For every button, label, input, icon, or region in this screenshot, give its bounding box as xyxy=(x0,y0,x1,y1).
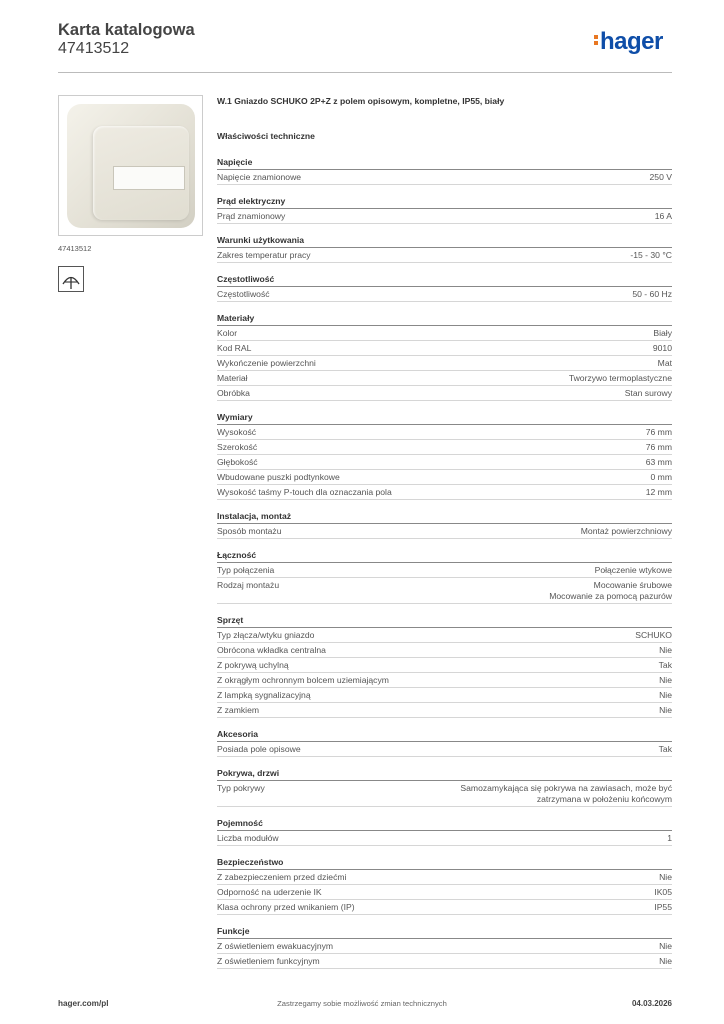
section-heading: Napięcie xyxy=(217,156,672,170)
property-label: Z pokrywą uchylną xyxy=(217,660,289,670)
property-value: Nie xyxy=(659,941,672,951)
property-label: Obróbka xyxy=(217,388,250,398)
logo-dots-icon xyxy=(594,33,599,47)
property-value: Nie xyxy=(659,645,672,655)
property-label: Materiał xyxy=(217,373,248,383)
property-label: Częstotliwość xyxy=(217,289,270,299)
property-value: Tak xyxy=(658,660,672,670)
section-heading: Wymiary xyxy=(217,411,672,425)
property-section xyxy=(217,411,672,500)
property-value: -15 - 30 °C xyxy=(630,250,672,260)
property-label: Z okrągłym ochronnym bolcem uziemiającym xyxy=(217,675,389,685)
properties-table xyxy=(217,156,672,979)
property-value: Tworzywo termoplastyczne xyxy=(568,373,672,383)
property-value: 0 mm xyxy=(650,472,672,482)
property-label: Z zabezpieczeniem przed dziećmi xyxy=(217,872,347,882)
property-section xyxy=(217,549,672,604)
property-value: 76 mm xyxy=(645,442,672,452)
page-title: Karta katalogowa xyxy=(58,21,195,39)
section-heading: Pojemność xyxy=(217,817,672,831)
property-row xyxy=(217,688,672,703)
property-row xyxy=(217,524,672,539)
technical-properties-heading: Właściwości techniczne xyxy=(217,131,315,141)
property-row xyxy=(217,742,672,757)
property-section xyxy=(217,510,672,539)
property-value: 63 mm xyxy=(645,457,672,467)
footer-date: 04.03.2026 xyxy=(631,999,672,1008)
property-value: Nie xyxy=(659,690,672,700)
hager-logo xyxy=(594,28,663,56)
socket-cover xyxy=(93,126,189,220)
property-value: SCHUKO xyxy=(635,630,672,640)
property-label: Głębokość xyxy=(217,457,258,467)
section-heading: Funkcje xyxy=(217,925,672,939)
property-value: Nie xyxy=(659,872,672,882)
property-row xyxy=(217,703,672,718)
property-row xyxy=(217,578,672,604)
property-row xyxy=(217,470,672,485)
section-heading: Warunki użytkowania xyxy=(217,234,672,248)
product-image xyxy=(58,95,203,236)
logo-text: hager xyxy=(600,28,663,55)
property-section xyxy=(217,195,672,224)
property-value: 16 A xyxy=(654,211,672,221)
property-row xyxy=(217,658,672,673)
property-row xyxy=(217,954,672,969)
property-section xyxy=(217,728,672,757)
section-heading: Bezpieczeństwo xyxy=(217,856,672,870)
property-label: Wbudowane puszki podtynkowe xyxy=(217,472,340,482)
property-row xyxy=(217,356,672,371)
property-value: Nie xyxy=(659,675,672,685)
property-label: Z zamkiem xyxy=(217,705,260,715)
property-value: Stan surowy xyxy=(624,388,672,398)
property-label: Liczba modułów xyxy=(217,833,279,843)
property-label: Odporność na uderzenie IK xyxy=(217,887,322,897)
property-value: 9010 xyxy=(652,343,672,353)
property-row xyxy=(217,386,672,401)
property-row xyxy=(217,628,672,643)
property-label: Klasa ochrony przed wnikaniem (IP) xyxy=(217,902,355,912)
property-row xyxy=(217,870,672,885)
property-row xyxy=(217,287,672,302)
section-heading: Sprzęt xyxy=(217,614,672,628)
property-label: Z oświetleniem ewakuacyjnym xyxy=(217,941,334,951)
section-heading: Akcesoria xyxy=(217,728,672,742)
property-row xyxy=(217,900,672,915)
property-section xyxy=(217,767,672,807)
property-row xyxy=(217,326,672,341)
property-row xyxy=(217,170,672,185)
property-section xyxy=(217,312,672,401)
property-row xyxy=(217,939,672,954)
property-value: Montaż powierzchniowy xyxy=(580,526,672,536)
property-section xyxy=(217,273,672,302)
property-label: Kolor xyxy=(217,328,238,338)
property-row xyxy=(217,831,672,846)
catalog-number: 47413512 xyxy=(58,40,130,57)
property-label: Kod RAL xyxy=(217,343,252,353)
property-label: Rodzaj montażu xyxy=(217,580,280,590)
property-label: Sposób montażu xyxy=(217,526,282,536)
property-value: 250 V xyxy=(649,172,672,182)
property-row xyxy=(217,455,672,470)
property-row xyxy=(217,563,672,578)
property-label: Wysokość taśmy P-touch dla oznaczania pola xyxy=(217,487,392,497)
property-value: Tak xyxy=(658,744,672,754)
section-heading: Częstotliwość xyxy=(217,273,672,287)
property-value: 12 mm xyxy=(645,487,672,497)
property-label: Napięcie znamionowe xyxy=(217,172,302,182)
property-row xyxy=(217,425,672,440)
property-value: IP55 xyxy=(654,902,672,912)
section-heading: Pokrywa, drzwi xyxy=(217,767,672,781)
property-value: IK05 xyxy=(654,887,672,897)
section-heading: Prąd elektryczny xyxy=(217,195,672,209)
property-label: Szerokość xyxy=(217,442,258,452)
product-title: W.1 Gniazdo SCHUKO 2P+Z z polem opisowym, kompletne, IP55, biały xyxy=(217,96,505,106)
property-value: 50 - 60 Hz xyxy=(632,289,672,299)
property-value: Połączenie wtykowe xyxy=(594,565,672,575)
property-row xyxy=(217,885,672,900)
property-value: 1 xyxy=(667,833,672,843)
property-value: Mat xyxy=(657,358,672,368)
property-label: Wysokość xyxy=(217,427,257,437)
label-field xyxy=(113,166,185,190)
image-code: 47413512 xyxy=(58,244,92,253)
property-row xyxy=(217,673,672,688)
property-row xyxy=(217,248,672,263)
section-heading: Instalacja, montaż xyxy=(217,510,672,524)
property-row xyxy=(217,440,672,455)
property-section xyxy=(217,156,672,185)
property-row xyxy=(217,371,672,386)
property-label: Obrócona wkładka centralna xyxy=(217,645,326,655)
property-label: Typ złącza/wtyku gniazdo xyxy=(217,630,315,640)
socket-housing xyxy=(67,104,195,228)
property-value: Samozamykająca się pokrywa na zawiasach, może być zatrzymana w położeniu końcowym xyxy=(460,783,672,804)
section-heading: Łączność xyxy=(217,549,672,563)
property-label: Z oświetleniem funkcyjnym xyxy=(217,956,320,966)
footer-website[interactable]: hager.com/pl xyxy=(58,999,109,1008)
property-label: Typ pokrywy xyxy=(217,783,265,793)
property-label: Z lampką sygnalizacyjną xyxy=(217,690,311,700)
footer-notice: Zastrzegamy sobie możliwość zmian technicznych xyxy=(277,999,447,1008)
property-row xyxy=(217,209,672,224)
property-section xyxy=(217,234,672,263)
property-value: 76 mm xyxy=(645,427,672,437)
property-section xyxy=(217,817,672,846)
property-label: Prąd znamionowy xyxy=(217,211,286,221)
property-value: Mocowanie śrubowe Mocowanie za pomocą pazurów xyxy=(549,580,672,601)
property-value: Nie xyxy=(659,956,672,966)
property-section xyxy=(217,856,672,915)
section-heading: Materiały xyxy=(217,312,672,326)
property-label: Zakres temperatur pracy xyxy=(217,250,311,260)
property-row xyxy=(217,341,672,356)
property-value: Biały xyxy=(653,328,672,338)
header-divider xyxy=(58,72,672,73)
property-label: Posiada pole opisowe xyxy=(217,744,301,754)
property-row xyxy=(217,781,672,807)
property-section xyxy=(217,614,672,718)
property-label: Typ połączenia xyxy=(217,565,275,575)
property-label: Wykończenie powierzchni xyxy=(217,358,316,368)
socket-symbol-icon xyxy=(58,266,84,292)
property-row xyxy=(217,485,672,500)
property-section xyxy=(217,925,672,969)
property-row xyxy=(217,643,672,658)
property-value: Nie xyxy=(659,705,672,715)
